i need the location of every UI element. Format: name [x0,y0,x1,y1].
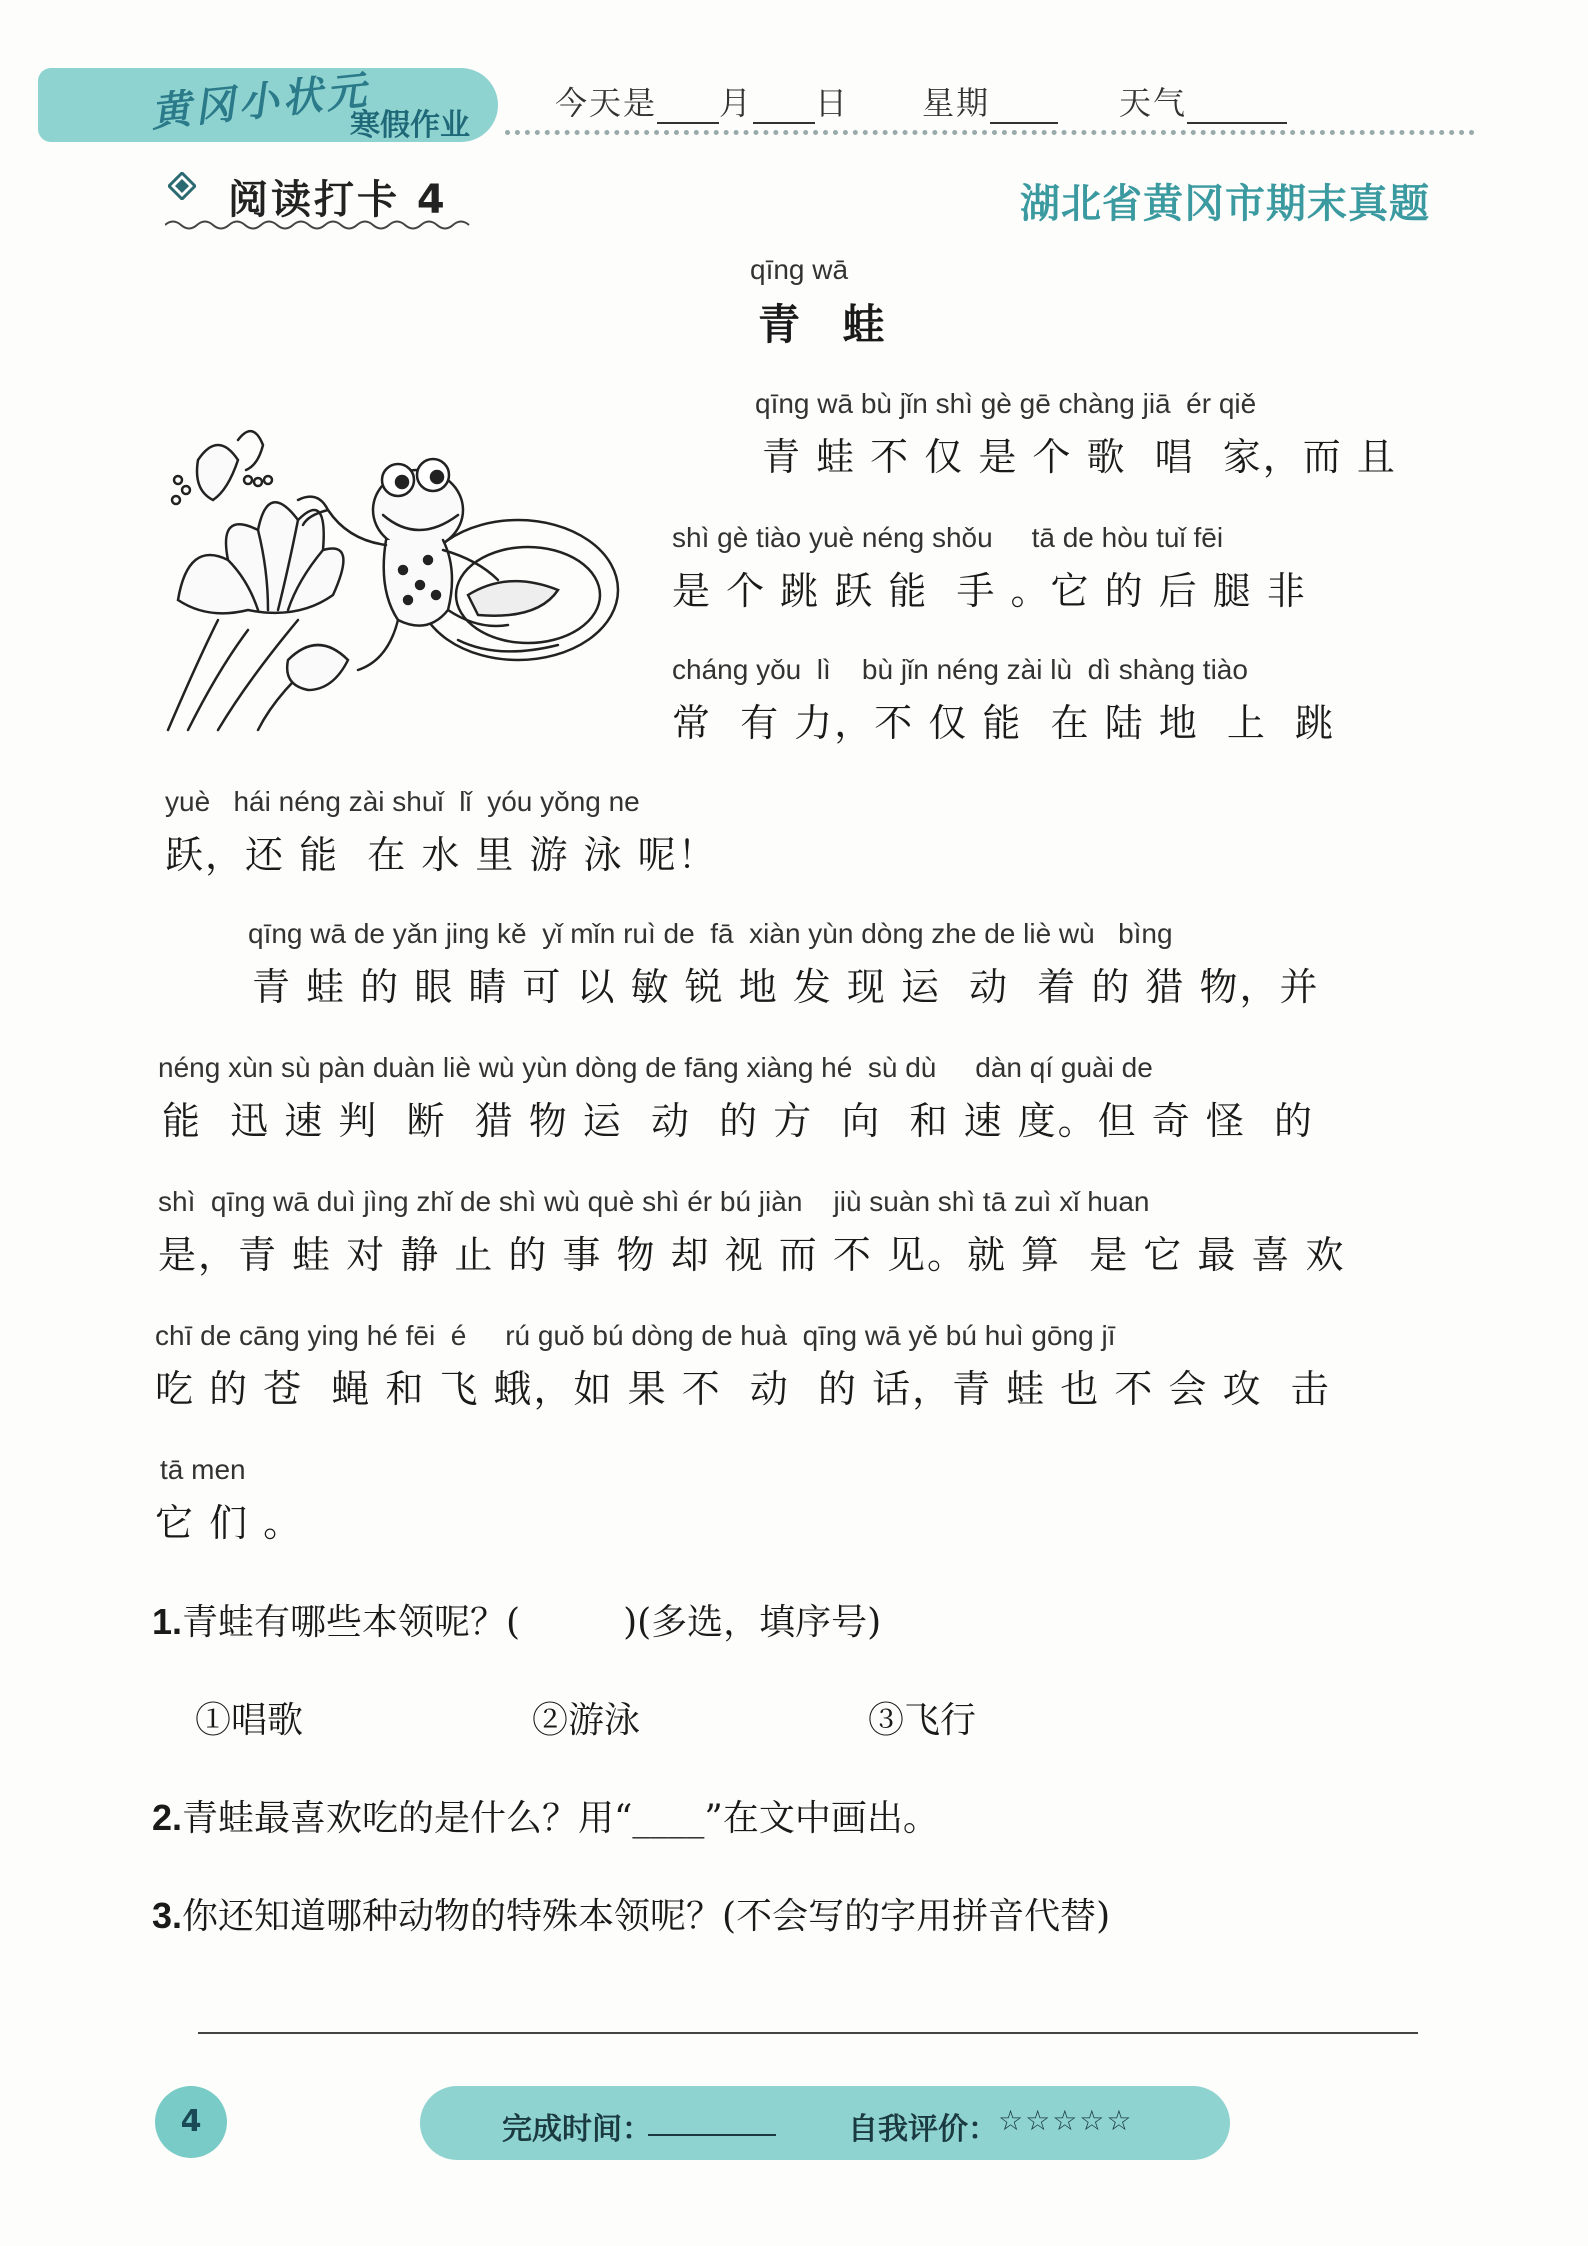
completion-time-label: 完成时间： [502,2112,652,2147]
poem-line-9-pinyin: tā men [160,1454,246,1485]
weather-label: 天气 [1118,84,1187,122]
month-blank[interactable] [657,92,719,124]
option-2[interactable]: ②游泳 [532,1700,641,1741]
page-number: 4 [180,2104,202,2139]
weekday-label: 星期 [922,84,991,122]
question-2 [152,1790,939,1841]
poem-line-4-text: 跃，还 能 在 水 里 游 泳 呢！ [165,833,718,877]
header-divider [505,130,1475,135]
title-pinyin: qīng wā [750,254,849,285]
question-3-number: 3. [152,1895,183,1936]
option-3[interactable]: ③飞行 [868,1700,977,1741]
question-1-number: 1. [152,1601,183,1642]
poem-line-4-pinyin: yuè hái néng zài shuǐ lǐ yóu yǒng ne [165,786,640,817]
weather-blank[interactable] [1187,92,1287,124]
poem-line-2-text: 是 个 跳 跃 能 手 。它 的 后 腿 非 [672,569,1307,613]
brand-subtitle: 寒假作业 [350,108,470,143]
option-1[interactable]: ①唱歌 [195,1700,304,1741]
poem-line-1-pinyin: qīng wā bù jǐn shì gè gē chàng jiā ér qiě [755,388,1257,419]
brand-logo: 黄冈小状元 [148,66,373,137]
poem-line-8-text: 吃 的 苍 蝇 和 飞 蛾，如 果 不 动 的 话，青 蛙 也 不 会 攻 击 [155,1367,1331,1411]
poem-line-9-text: 它 们 。 [155,1501,304,1545]
question-1 [152,1594,881,1645]
answer-line[interactable] [198,2032,1418,2034]
date-prefix: 今天是 [555,84,658,122]
diamond-icon [168,172,196,200]
poem-line-7-text: 是，青 蛙 对 静 止 的 事 物 却 视 而 不 见。就 算 是 它 最 喜 欢 [158,1233,1346,1277]
source-label: 湖北省黄冈市期末真题 [1020,181,1430,227]
rating-stars[interactable]: ☆☆☆☆☆ [998,2104,1134,2137]
section-title: 阅读打卡 4 [228,177,448,223]
question-2-text: 青蛙最喜欢吃的是什么？用“____”在文中画出。 [182,1798,939,1839]
poem-line-5-text: 青 蛙 的 眼 睛 可 以 敏 锐 地 发 现 运 动 着 的 猎 物，并 [252,965,1320,1009]
poem-line-5-pinyin: qīng wā de yǎn jing kě yǐ mǐn ruì de fā xiàn yùn dòng zhe de liè wù bìng [248,918,1173,949]
date-line [555,78,1287,124]
poem-line-6-text: 能 迅 速 判 断 猎 物 运 动 的 方 向 和 速 度。但 奇 怪 的 [162,1099,1314,1143]
poem-line-6-pinyin: néng xùn sù pàn duàn liè wù yùn dòng de fāng xiàng hé sù dù dàn qí guài de [158,1052,1153,1083]
question-3 [152,1888,1110,1939]
poem-title: 青 蛙 [758,300,899,349]
completion-time-blank[interactable] [648,2134,776,2136]
weekday-blank[interactable] [990,92,1058,124]
poem-line-2-pinyin: shì gè tiào yuè néng shǒu tā de hòu tuǐ fēi [672,522,1224,553]
poem-line-7-pinyin: shì qīng wā duì jìng zhǐ de shì wù què shì ér bú jiàn jiù suàn shì tā zuì xǐ huan [158,1186,1150,1217]
day-label: 日 [815,84,850,122]
month-label: 月 [719,84,754,122]
poem-line-3-pinyin: cháng yǒu lì bù jǐn néng zài lù dì shàng tiào [672,654,1248,685]
poem-line-8-pinyin: chī de cāng ying hé fēi é rú guǒ bú dòng de huà qīng wā yě bú huì gōng jī [155,1320,1116,1351]
question-1-text: 青蛙有哪些本领呢？( )(多选，填序号) [182,1602,882,1643]
self-evaluation-label: 自我评价： [848,2112,998,2147]
poem-line-3-text: 常 有 力，不 仅 能 在 陆 地 上 跳 [672,701,1336,745]
question-3-text: 你还知道哪种动物的特殊本领呢？(不会写的字用拼音代替) [182,1896,1111,1937]
day-blank[interactable] [753,92,815,124]
wave-underline [165,218,475,232]
poem-line-1-text: 青 蛙 不 仅 是 个 歌 唱 家，而 且 [762,435,1397,479]
frog-illustration [158,420,628,740]
question-2-number: 2. [152,1797,183,1838]
